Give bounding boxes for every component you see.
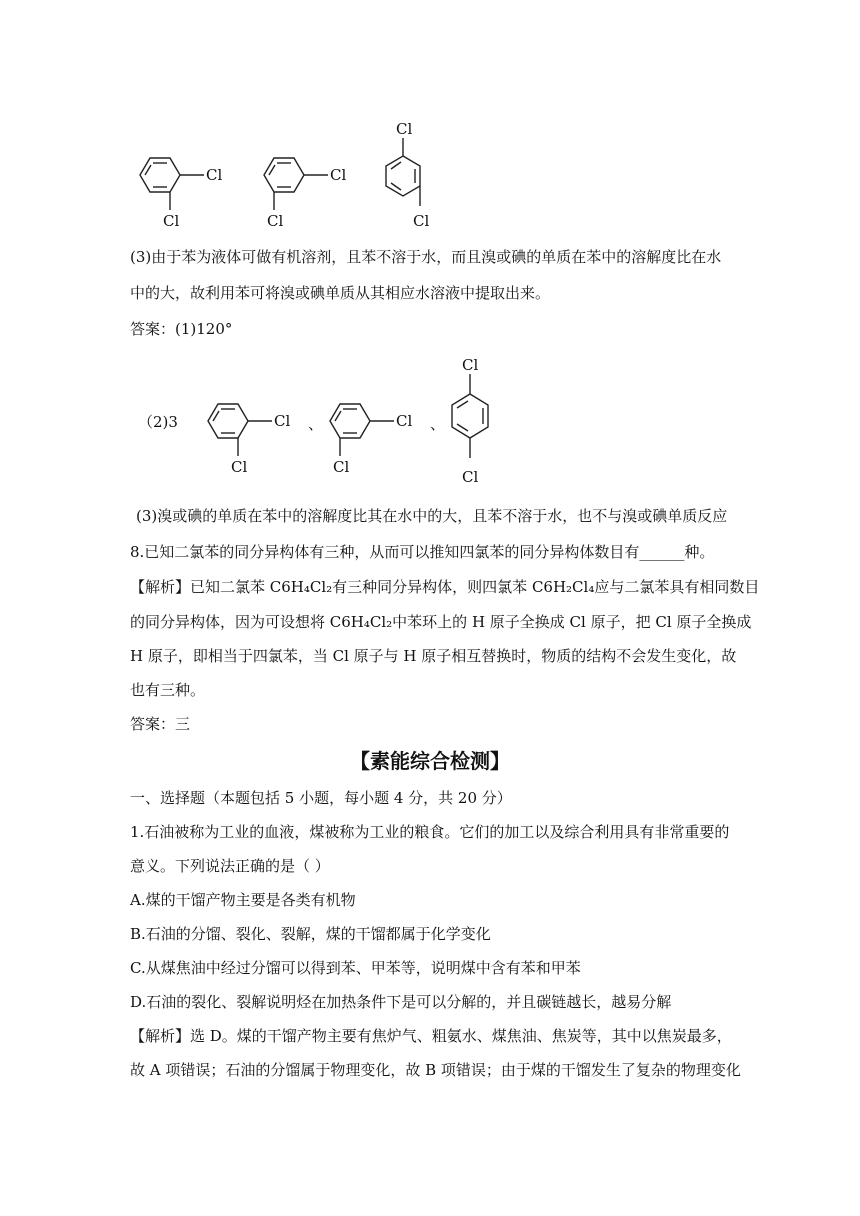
answer-line-3: (3)溴或碘的单质在苯中的溶解度比其在水中的大，且苯不溶于水，也不与溴或碘单质反应 (136, 507, 728, 525)
cl-label: Cl (333, 458, 350, 476)
question-1-line-2: 意义。下列说法正确的是（ ） (130, 857, 330, 875)
cl-label: Cl (396, 412, 413, 430)
question-1-line-1: 1.石油被称为工业的血液，煤被称为工业的粮食。它们的加工以及综合利用具有非常重要的 (130, 823, 730, 841)
cl-label: Cl (462, 468, 479, 486)
q8-analysis-line-2: 的同分异构体，因为可设想将 C6H₄Cl₂中苯环上的 H 原子全换成 Cl 原子，把 Cl 原子全换成 (130, 613, 752, 631)
answer-line-1: 答案：(1)120° (130, 320, 233, 338)
separator: 、 (308, 415, 324, 433)
cl-label: Cl (231, 458, 248, 476)
cl-label: Cl (274, 412, 291, 430)
paragraph-3-line-1: (3)由于苯为液体可做有机溶剂，且苯不溶于水，而且溴或碘的单质在苯中的溶解度比在水 (130, 248, 722, 266)
answer-2-prefix: （2)3 (138, 413, 178, 431)
meta-dichlorobenzene-structure (252, 150, 362, 235)
cl-label: Cl (330, 166, 347, 184)
cl-label: Cl (267, 212, 284, 230)
q1-analysis-line-2: 故 A 项错误；石油的分馏属于物理变化，故 B 项错误；由于煤的干馏发生了复杂的物理变化 (130, 1061, 741, 1079)
q1-analysis-line-1: 【解析】选 D。煤的干馏产物主要有焦炉气、粗氨水、煤焦油、焦炭等，其中以焦炭最多， (130, 1027, 732, 1045)
cl-label: Cl (413, 212, 430, 230)
q8-analysis-line-1: 【解析】已知二氯苯 C6H₄Cl₂有三种同分异构体，则四氯苯 C6H₂Cl₄应与二氯苯具有相同数目 (130, 578, 760, 596)
ortho-dichlorobenzene-structure (128, 150, 238, 235)
section-title: 【素能综合检测】 (350, 749, 510, 773)
option-a: A.煤的干馏产物主要是各类有机物 (130, 891, 356, 909)
option-b: B.石油的分馏、裂化、裂解，煤的干馏都属于化学变化 (130, 925, 491, 943)
cl-label: Cl (206, 166, 223, 184)
option-d: D.石油的裂化、裂解说明烃在加热条件下是可以分解的，并且碳链越长，越易分解 (130, 993, 672, 1011)
answer-para-dichlorobenzene-structure (446, 352, 506, 490)
cl-label: Cl (163, 212, 180, 230)
section-intro: 一、选择题（本题包括 5 小题，每小题 4 分，共 20 分） (130, 789, 512, 807)
paragraph-3-line-2: 中的大，故利用苯可将溴或碘单质从其相应水溶液中提取出来。 (130, 284, 551, 302)
q8-analysis-line-3: H 原子，即相当于四氯苯，当 Cl 原子与 H 原子相互替换时，物质的结构不会发生变化，故 (130, 647, 737, 665)
question-8: 8.已知二氯苯的同分异构体有三种，从而可以推知四氯苯的同分异构体数目有______种。 (130, 543, 715, 561)
q8-analysis-line-4: 也有三种。 (130, 681, 206, 699)
para-dichlorobenzene-structure (380, 118, 450, 236)
separator: 、 (430, 415, 446, 433)
q8-answer: 答案：三 (130, 715, 191, 733)
option-c: C.从煤焦油中经过分馏可以得到苯、甲苯等，说明煤中含有苯和甲苯 (130, 959, 581, 977)
answer-ortho-dichlorobenzene-structure (196, 396, 306, 481)
cl-label: Cl (462, 356, 479, 374)
cl-label: Cl (396, 120, 413, 138)
answer-meta-dichlorobenzene-structure (318, 396, 428, 481)
